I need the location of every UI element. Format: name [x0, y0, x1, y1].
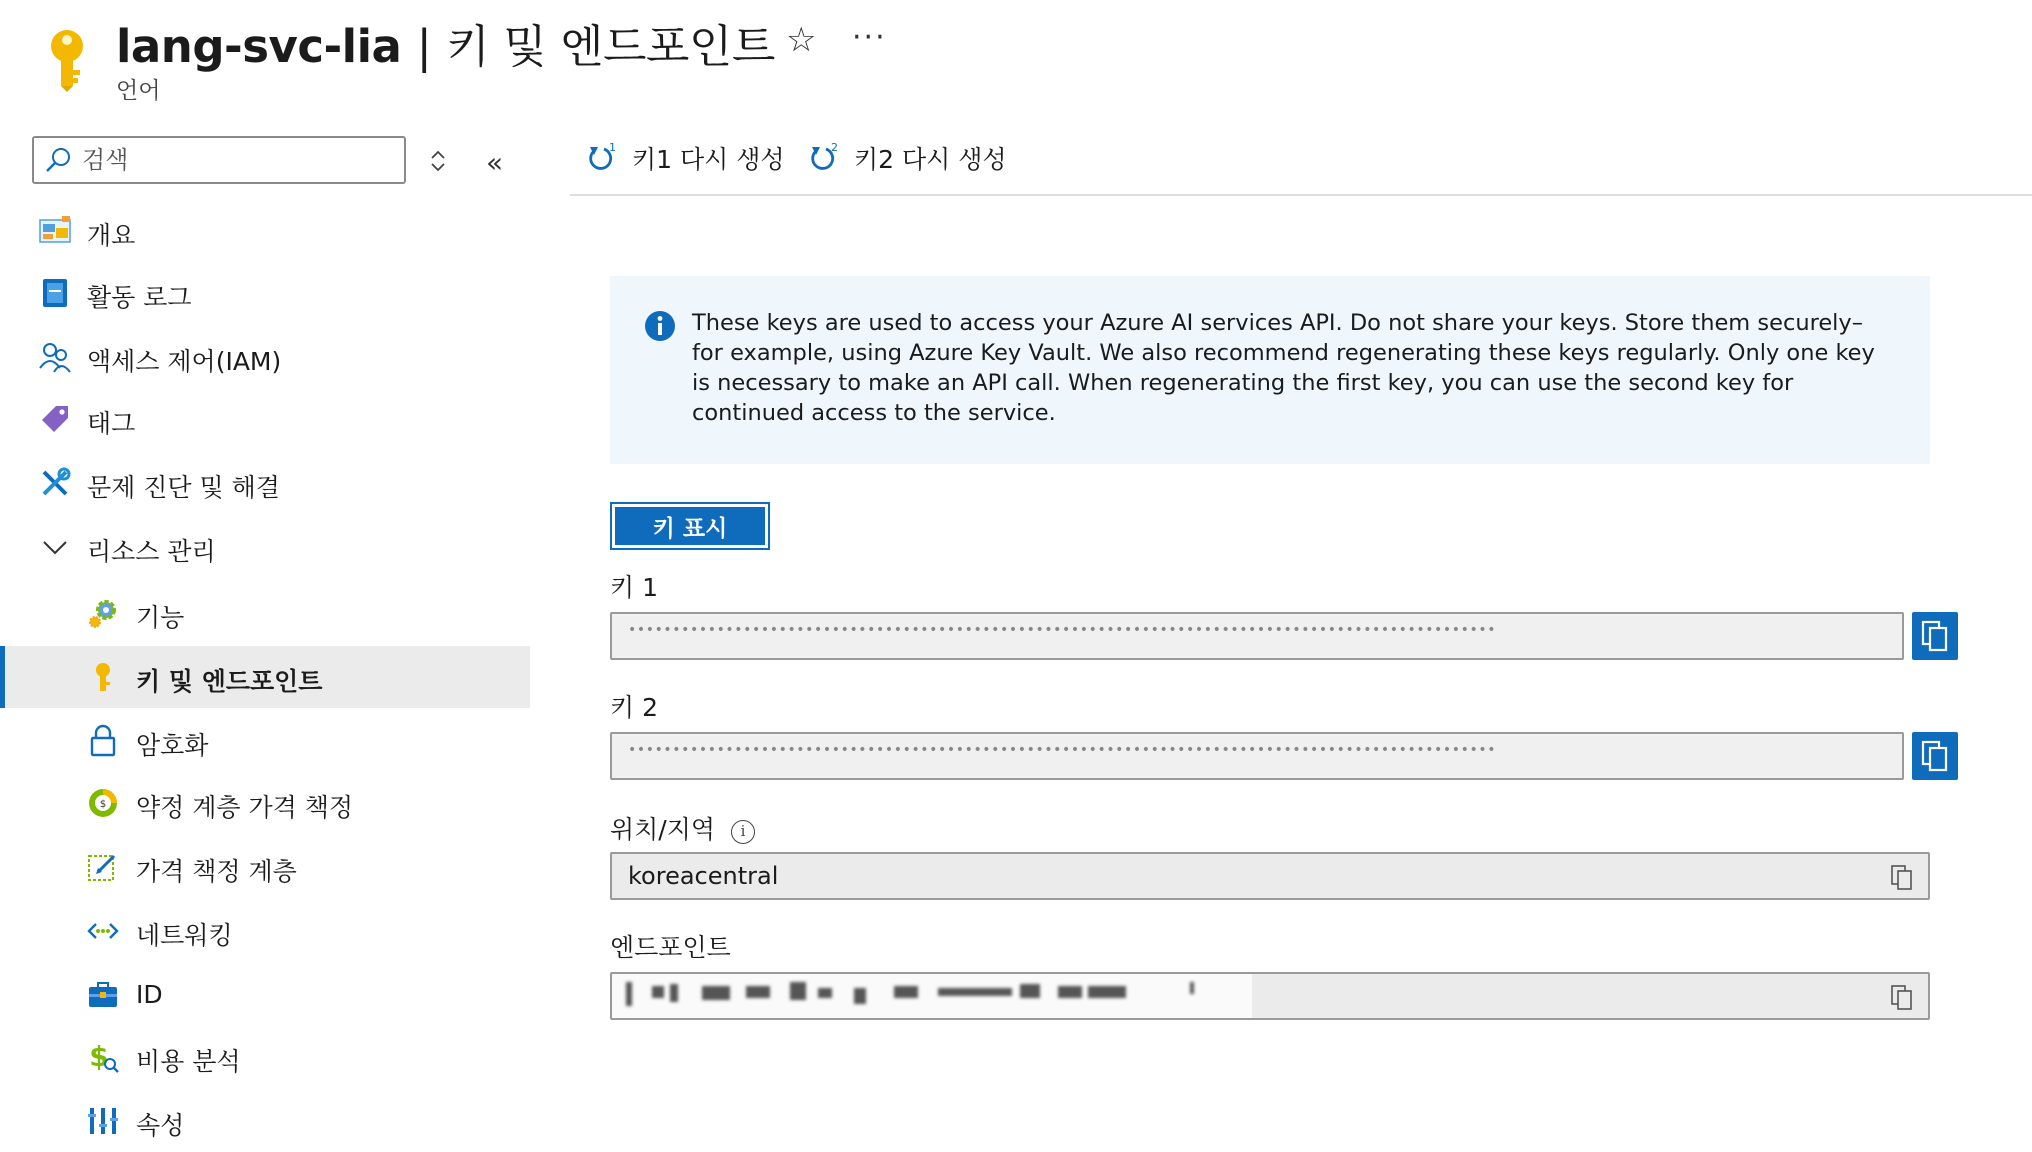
edit-icon [86, 850, 120, 884]
show-keys-label: 키 표시 [615, 507, 765, 545]
sidebar-item-label: 리소스 관리 [87, 537, 216, 566]
copy-key1-button[interactable] [1912, 612, 1958, 660]
info-text: These keys are used to access your Azure AI services API. Do not share your keys. Store them securely– for example, using Azure Key Vault. We also recommend regenerating these keys regularly. Only one key is necessary to make an API call. When regenerating the first key, you can use the second key for continued access to the service. [692, 310, 1875, 426]
sidebar-item-diagnose[interactable] [0, 452, 530, 514]
regenerate-key2-button[interactable] [810, 138, 1007, 178]
tag-icon [38, 402, 72, 436]
search-input[interactable] [82, 144, 392, 176]
sidebar-item-identity[interactable] [0, 964, 530, 1026]
sidebar-item-commitment-pricing[interactable] [0, 772, 530, 834]
toolbar-divider [570, 194, 2032, 196]
key1-label: 키 1 [610, 573, 659, 602]
key2-value: •••••••••••••••••••••••••••••••••••••••••••••••••••••••••••••••••••••••••••••••••••••••••••••••••• [628, 742, 1497, 758]
title-separator: | [416, 20, 432, 73]
location-value: koreacentral [628, 862, 779, 890]
sidebar-item-pricing-tier[interactable] [0, 836, 530, 898]
sidebar-item-label: 가격 책정 계층 [136, 857, 297, 886]
sidebar-item-iam[interactable] [0, 326, 530, 388]
gears-icon [86, 596, 120, 630]
key-icon [44, 28, 90, 92]
info-banner [610, 276, 1930, 464]
resource-type: 언어 [116, 78, 161, 104]
cost-icon [86, 1040, 120, 1074]
key1-field[interactable] [610, 612, 1904, 660]
svg-text:$: $ [99, 799, 107, 810]
activity-log-icon [38, 276, 72, 310]
sidebar-item-label: 활동 로그 [87, 283, 192, 312]
sidebar-group-resource-management[interactable] [0, 516, 530, 578]
endpoint-redacted-area [612, 974, 1252, 1018]
sidebar-item-label: 태그 [87, 409, 136, 438]
location-info-icon[interactable]: i [731, 820, 755, 844]
sidebar-item-label: 네트워킹 [136, 921, 233, 950]
sidebar-item-networking[interactable] [0, 900, 530, 962]
sidebar-item-keys-endpoint[interactable] [0, 646, 530, 708]
page-title [116, 10, 775, 75]
location-field[interactable] [610, 852, 1930, 900]
copy-icon [1921, 620, 1949, 652]
copy-endpoint-icon[interactable] [1890, 984, 1914, 1012]
regenerate-key2-label: 키2 다시 생성 [854, 145, 1007, 174]
resource-name: lang-svc-lia [116, 20, 402, 73]
key-icon [86, 660, 120, 694]
sidebar-item-features[interactable] [0, 582, 530, 644]
chevron-down-icon [38, 530, 72, 564]
location-label-row [610, 810, 755, 846]
sidebar-item-label: 문제 진단 및 해결 [87, 473, 280, 502]
network-icon [86, 914, 120, 948]
sidebar-item-label: 암호화 [136, 731, 209, 760]
regenerate-key1-label: 키1 다시 생성 [632, 145, 785, 174]
identity-icon [86, 978, 120, 1012]
sidebar-item-encryption[interactable] [0, 710, 530, 772]
sidebar-item-activity-log[interactable] [0, 262, 530, 324]
sidebar-item-cost-analysis[interactable] [0, 1026, 530, 1088]
sidebar-item-label: ID [136, 980, 163, 1009]
sidebar-item-tags[interactable] [0, 388, 530, 450]
properties-icon [86, 1104, 120, 1138]
sidebar-item-properties[interactable] [0, 1090, 530, 1152]
endpoint-label: 엔드포인트 [610, 933, 731, 962]
location-label: 위치/지역 [610, 815, 716, 844]
sidebar-item-overview[interactable] [0, 200, 530, 262]
wrench-icon [38, 466, 72, 500]
search-icon [44, 146, 72, 174]
sidebar-item-label: 액세스 제어(IAM) [87, 347, 282, 376]
overview-icon [38, 214, 72, 248]
key2-label: 키 2 [610, 693, 659, 722]
more-options-icon[interactable]: ··· [852, 20, 887, 55]
sidebar-search[interactable] [32, 136, 406, 184]
copy-key2-button[interactable] [1912, 732, 1958, 780]
sidebar-item-label: 기능 [136, 603, 185, 632]
collapse-sidebar-icon[interactable]: « [486, 146, 504, 179]
refresh-2-icon [810, 141, 838, 175]
refresh-1-icon [588, 141, 616, 175]
sidebar-item-label: 약정 계층 가격 책정 [136, 793, 354, 822]
show-keys-button[interactable] [610, 502, 770, 550]
sort-icon[interactable] [428, 148, 448, 174]
pricing-icon [86, 786, 120, 820]
endpoint-field[interactable] [610, 972, 1930, 1020]
regenerate-key1-button[interactable] [588, 138, 785, 178]
copy-location-icon[interactable] [1890, 864, 1914, 892]
sidebar-item-label: 속성 [136, 1111, 185, 1140]
favorite-star-icon[interactable]: ☆ [786, 20, 817, 60]
sidebar-item-label: 키 및 엔드포인트 [136, 667, 323, 696]
sidebar-item-label: 비용 분석 [136, 1047, 241, 1076]
info-icon [644, 310, 676, 342]
svg-text:1: 1 [609, 141, 616, 154]
lock-icon [86, 724, 120, 758]
sidebar-item-label: 개요 [87, 221, 136, 250]
page-name: 키 및 엔드포인트 [446, 20, 775, 73]
key2-field[interactable] [610, 732, 1904, 780]
people-icon [38, 340, 72, 374]
svg-text:$: $ [89, 1040, 109, 1073]
svg-text:2: 2 [831, 141, 838, 154]
copy-icon [1921, 740, 1949, 772]
key1-value: •••••••••••••••••••••••••••••••••••••••••••••••••••••••••••••••••••••••••••••••••••••••••••••••••• [628, 622, 1497, 638]
